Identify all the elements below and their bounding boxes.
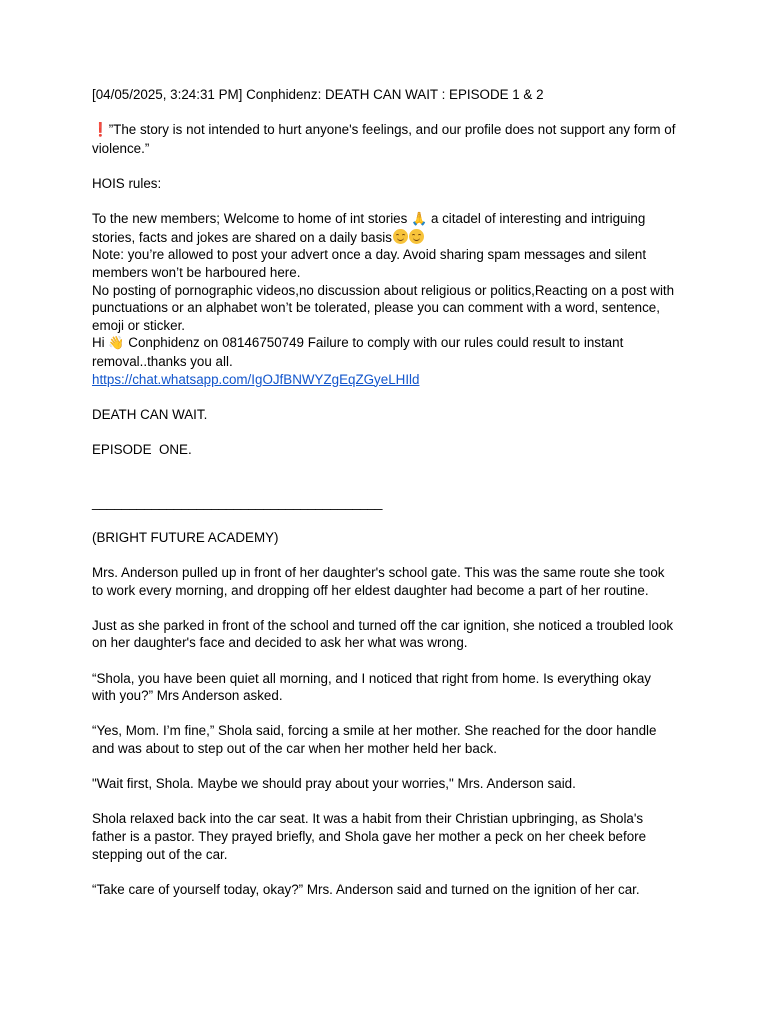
spacer [92, 423, 676, 441]
welcome-text-end: a citadel of interesting and intriguing stories, facts and jokes are shared on a daily basis [92, 211, 646, 245]
spacer [92, 599, 676, 617]
rules-note: Note: you’re allowed to post your advert once a day. Avoid sharing spam messages and silent members won’t be harboured here. [92, 247, 647, 280]
spacer [92, 652, 676, 670]
story-paragraph: “Yes, Mom. I’m fine,” Shola said, forcing a smile at her mother. She reached for the door handle and was about to step out of the car when her mother held her back. [92, 723, 657, 756]
spacer [92, 546, 676, 564]
section-divider: _______________________________________ [92, 494, 383, 510]
smiling-face-icon [409, 229, 424, 244]
message-header: [04/05/2025, 3:24:31 PM] Conphidenz: DEATH CAN WAIT : EPISODE 1 & 2 [92, 87, 544, 102]
group-link-line [92, 371, 676, 389]
spacer [92, 193, 676, 211]
rules-contact [92, 334, 676, 370]
story-paragraph: Just as she parked in front of the school and turned off the car ignition, she noticed a troubled look on her daughter's face and decided to ask her what was wrong. [92, 617, 674, 651]
welcome-text-start: To the new members; Welcome to home of int stories [92, 211, 412, 227]
folded-hands-icon: 🙏 [411, 212, 428, 228]
story-paragraph: “Shola, you have been quiet all morning, and I noticed that right from home. Is everything okay with you?” Mrs Anderson asked. [92, 670, 652, 704]
document-page [92, 86, 676, 898]
spacer [92, 157, 676, 175]
spacer [92, 863, 676, 881]
episode-heading: EPISODE ONE. [92, 441, 192, 457]
story-paragraph: “Take care of yourself today, okay?” Mrs. Anderson said and turned on the ignition of her car. [92, 881, 640, 897]
story-title: DEATH CAN WAIT. [92, 406, 208, 422]
waving-hand-icon: 👋 [108, 336, 125, 352]
smiling-face-icon [393, 229, 408, 244]
spacer [92, 511, 676, 529]
story-paragraph: "Wait first, Shola. Maybe we should pray about your worries," Mrs. Anderson said. [92, 776, 576, 792]
red-exclamation-icon: ❗ [92, 123, 109, 139]
spacer [92, 458, 676, 493]
disclaimer-text: ”The story is not intended to hurt anyone's feelings, and our profile does not support any form of violence.” [92, 122, 676, 156]
spacer [92, 758, 676, 776]
location-heading: (BRIGHT FUTURE ACADEMY) [92, 529, 279, 545]
spacer [92, 388, 676, 406]
rules-no-posting: No posting of pornographic videos,no discussion about religious or politics,Reacting on a post with punctuations or an alphabet won’t be tolerated, please you can comment with a word, sentence, emoji or sticker. [92, 282, 675, 333]
rules-welcome [92, 210, 676, 246]
contact-text: Conphidenz on 08146750749 Failure to comply with our rules could result to instant removal..thanks you all. [92, 335, 624, 369]
spacer [92, 104, 676, 122]
story-paragraph: Mrs. Anderson pulled up in front of her daughter's school gate. This was the same route she took to work every morning, and dropping off her eldest daughter had become a part of her routine. [92, 565, 665, 598]
rules-title: HOIS rules: [92, 175, 162, 191]
group-invite-link[interactable]: https://chat.whatsapp.com/IgOJfBNWYZgEqZGyeLHIld [92, 371, 420, 387]
hi-text: Hi [92, 335, 109, 351]
story-paragraph: Shola relaxed back into the car seat. It was a habit from their Christian upbringing, as Shola's father is a pastor. They prayed briefly, and Shola gave her mother a peck on her cheek before stepping out of the car. [92, 811, 647, 862]
disclaimer [92, 121, 676, 157]
spacer [92, 793, 676, 811]
spacer [92, 705, 676, 723]
